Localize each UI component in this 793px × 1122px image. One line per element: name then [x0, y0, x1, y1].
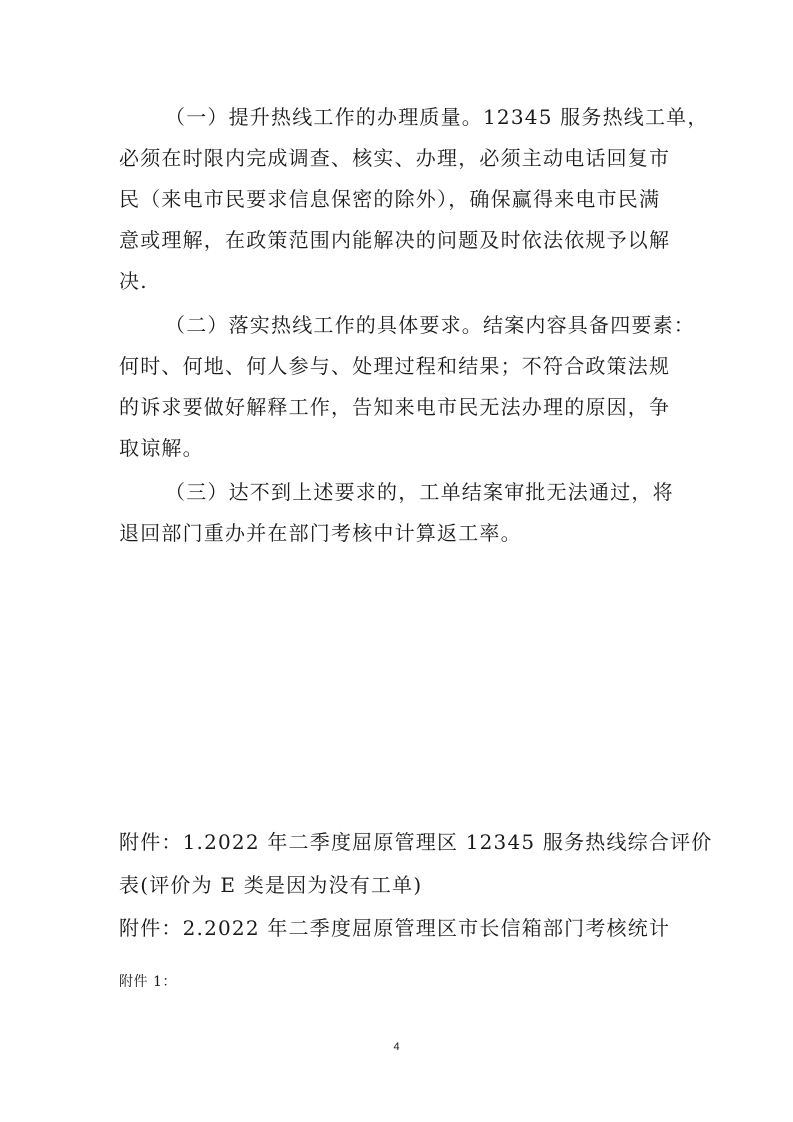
paragraph-1-line-3: 民（来电市民要求信息保密的除外），确保赢得来电市民满	[119, 187, 661, 211]
attachment-2-line: 附件：2.2022 年二季度屈原管理区市长信箱部门考核统计	[119, 916, 671, 940]
paragraph-1-line-4: 意或理解，在政策范围内能解决的问题及时依法依规予以解	[119, 228, 671, 252]
paragraph-1-line-1: （一）提升热线工作的办理质量。12345 服务热线工单，	[165, 105, 709, 129]
paragraph-2-line-2: 何时、何地、何人参与、处理过程和结果；不符合政策法规	[119, 354, 671, 378]
attachment-1-line-2: 表(评价为 E 类是因为没有工单)	[119, 873, 423, 897]
paragraph-2-line-3: 的诉求要做好解释工作，告知来电市民无法办理的原因，争	[119, 395, 671, 419]
attachment-1-label: 附件 1：	[119, 974, 177, 990]
page-number: 4	[393, 1041, 400, 1053]
paragraph-3-line-1: （三）达不到上述要求的，工单结案审批无法通过，将	[165, 480, 674, 504]
attachment-1-line-1: 附件：1.2022 年二季度屈原管理区 12345 服务热线综合评价	[119, 830, 713, 854]
paragraph-2-line-1: （二）落实热线工作的具体要求。结案内容具备四要素：	[165, 313, 695, 337]
paragraph-2-line-4: 取谅解。	[119, 436, 204, 460]
paragraph-1-line-5: 决.	[119, 269, 148, 293]
paragraph-1-line-2: 必须在时限内完成调查、核实、办理，必须主动电话回复市	[119, 146, 671, 170]
paragraph-3-line-2: 退回部门重办并在部门考核中计算返工率。	[119, 521, 522, 545]
